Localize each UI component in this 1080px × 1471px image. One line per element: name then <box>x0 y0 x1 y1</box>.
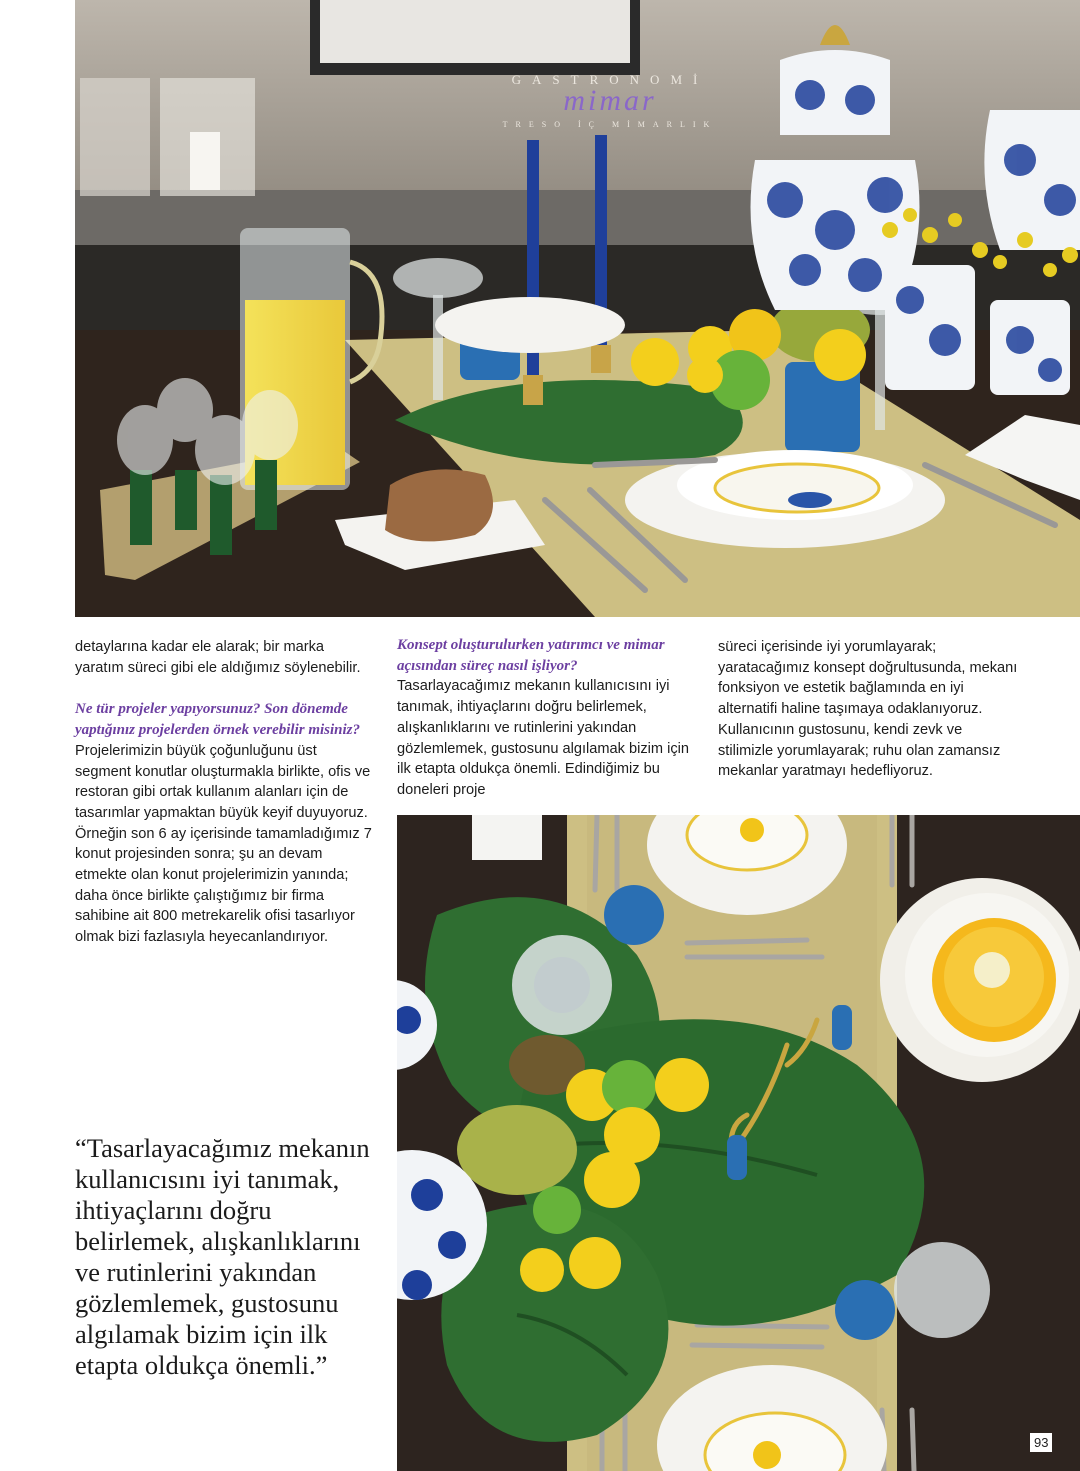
magazine-masthead <box>495 72 725 129</box>
interview-question: Ne tür projeler yapıyorsunuz? Son dönemde yaptığınız projelerden örnek verebilir misiniz? <box>75 701 361 739</box>
photo-table-setting <box>75 0 1080 617</box>
interview-answer-continued: süreci içerisinde iyi yorumlayarak; yaratacağımız konsept doğrultusunda, mekanı fonksiyon ve estetik bağlamında en iyi alternatifi haline taşımaya odaklanıyoruz. Kullanıcının gustosunu, kendi zevk ve stilimizle yorumlayarak; ruhu olan zamansız mekanlar yaratmayı hedefliyoruz. <box>718 639 1018 780</box>
interview-question: Konsept oluşturulurken yatırımcı ve mimar açısından süreç nasıl işliyor? <box>397 637 665 674</box>
photo-table-overhead <box>397 815 1080 1471</box>
interview-answer: Tasarlayacağımız mekanın kullanıcısını iyi tanımak, ihtiyaçlarını doğru belirlemek, alışkanlıklarını ve rutinlerini yakından gözlemlemek, gustosunu algılamak bizim için ilk etapta oldukça önemli. Edindiğimiz bu doneleri proje <box>397 678 690 798</box>
overhead-table-illustration <box>397 815 1080 1471</box>
pull-quote <box>75 1133 375 1381</box>
interview-answer: Projelerimizin büyük çoğunluğunu üst segment konutlar oluşturmakla birlikte, ofis ve restoran gibi ortak kullanım alanları için de tasarımlar yapmaktan büyük keyif duyuyoruz. Örneğin son 6 ay içerisinde tamamladığımız 7 konut projesinden sonra; şu an devam etmekte olan konut projelerimizin yanında; daha önce birlikte çalıştığımız bir firma sahibine ait 800 metrekarelik ofisi tasarlıyor olmak bizi fazlasıyla heyecanlandırıyor. <box>75 742 372 946</box>
page-number: 93 <box>1030 1433 1052 1452</box>
text-column-1 <box>75 637 375 948</box>
section-kicker: GASTRONOMİ <box>511 72 709 87</box>
masthead-subtitle: TRESO İÇ MİMARLIK <box>502 120 718 129</box>
text-column-3 <box>718 637 1018 782</box>
pull-quote-text: “Tasarlayacağımız mekanın kullanıcısını iyi tanımak, ihtiyaçlarını doğru belirlemek, alışkanlıklarını ve rutinlerini yakından gözlemlemek, gustosunu algılamak bizim için ilk etapta oldukça önemli.” <box>75 1133 370 1380</box>
intro-paragraph: detaylarına kadar ele alarak; bir marka yaratım süreci gibi ele aldığımız söylenebilir. <box>75 639 361 676</box>
magazine-brand: mimar <box>563 84 657 117</box>
text-column-2 <box>397 635 697 801</box>
